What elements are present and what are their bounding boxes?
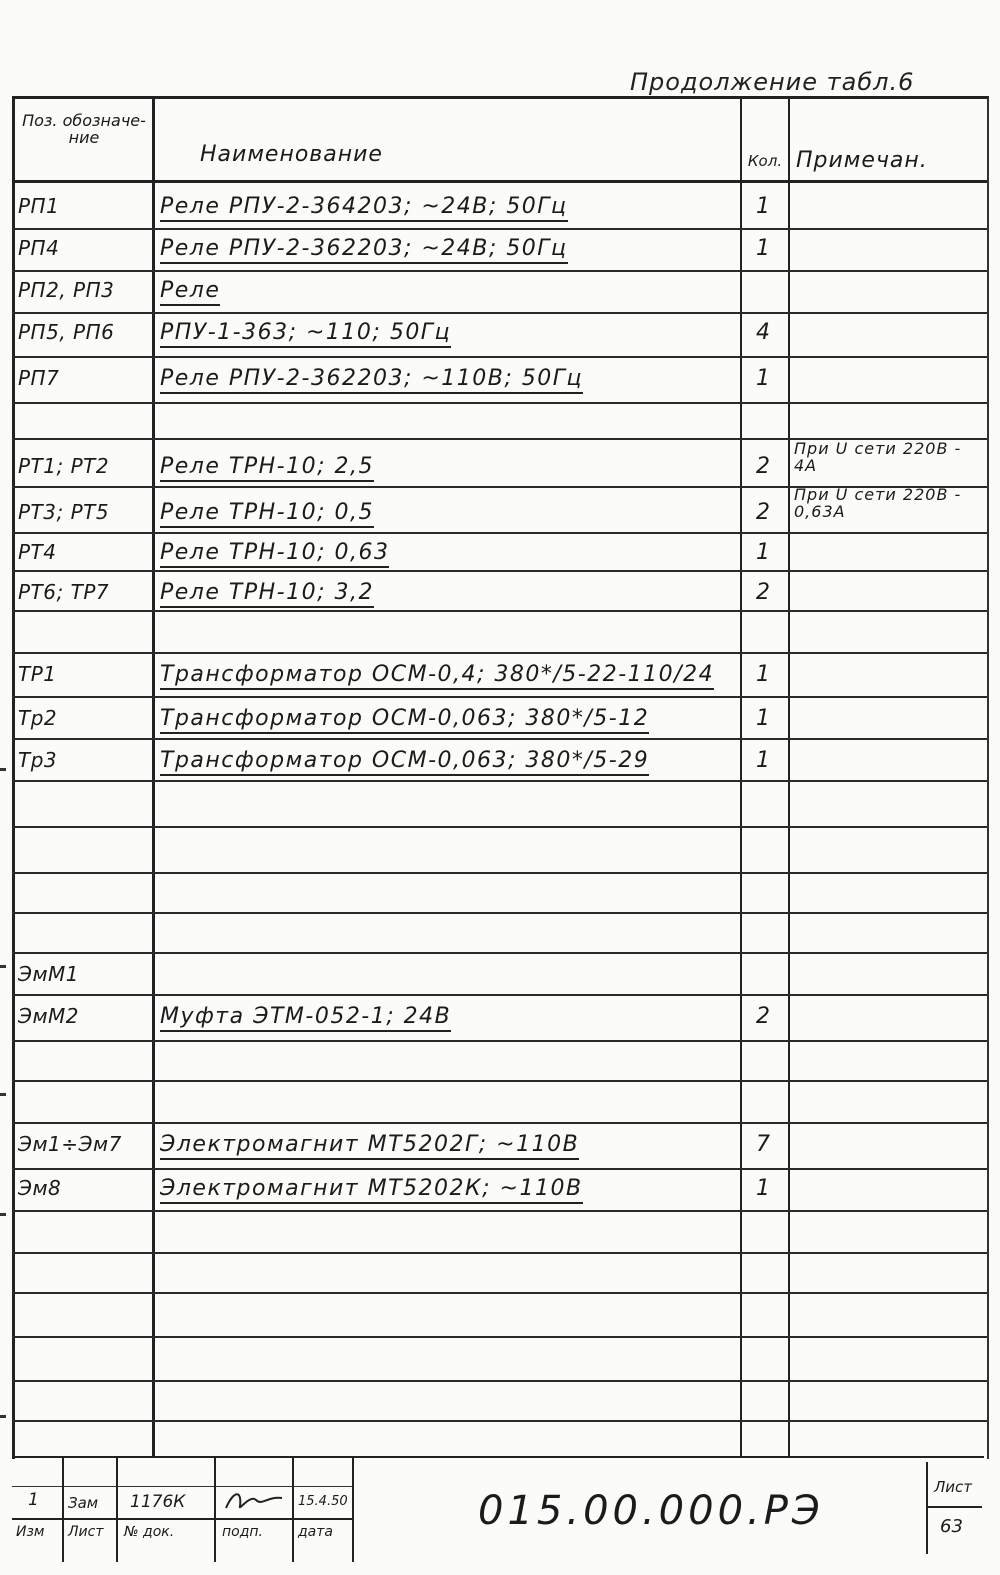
row-divider <box>12 1380 987 1382</box>
cell-position: Тр3 <box>18 748 58 772</box>
cell-position: РП2, РП3 <box>18 278 115 302</box>
cell-name: Электромагнит МТ5202Г; ~110В <box>160 1132 579 1160</box>
header-name: Наименование <box>200 142 383 167</box>
header-position: Поз. обозначе- ние <box>22 111 146 147</box>
row-divider <box>12 1210 987 1212</box>
cell-name: Трансформатор ОСМ-0,4; 380*/5-22-110/24 <box>160 662 714 690</box>
row-divider <box>12 872 987 874</box>
title-block-divider <box>62 1456 64 1562</box>
cell-position: ТР1 <box>18 662 57 686</box>
cell-name: Реле ТРН-10; 0,63 <box>160 540 389 568</box>
title-block-divider <box>214 1456 216 1562</box>
row-divider <box>12 780 987 782</box>
cell-qty: 1 <box>756 236 770 261</box>
cell-qty: 7 <box>756 1132 770 1157</box>
row-divider <box>12 652 987 654</box>
row-divider <box>12 1122 987 1124</box>
signature <box>224 1488 284 1519</box>
binder-mark <box>0 1213 6 1216</box>
cell-name: Трансформатор ОСМ-0,063; 380*/5-29 <box>160 748 649 776</box>
label-sign: подп. <box>222 1524 264 1540</box>
cell-position: Эм1÷Эм7 <box>18 1132 122 1156</box>
row-divider <box>12 312 987 314</box>
cell-qty: 1 <box>756 706 770 731</box>
cell-name: Реле РПУ-2-362203; ~110В; 50Гц <box>160 366 583 394</box>
sheet-number: 63 <box>940 1516 963 1537</box>
row-divider <box>12 532 987 534</box>
cell-name: Реле <box>160 278 220 306</box>
title-block-border <box>12 1456 984 1458</box>
binder-mark <box>0 965 6 968</box>
title-block-divider <box>292 1456 294 1562</box>
cell-qty: 1 <box>756 662 770 687</box>
table-frame <box>12 96 989 1459</box>
cell-qty: 4 <box>756 320 770 345</box>
cell-position: РП4 <box>18 236 60 260</box>
title-block-divider <box>352 1456 354 1562</box>
cell-qty: 1 <box>756 1176 770 1201</box>
document-number: 015.00.000.РЭ <box>478 1488 824 1534</box>
cell-position: РП5, РП6 <box>18 320 115 344</box>
row-divider <box>12 994 987 996</box>
cell-position: РТ4 <box>18 540 57 564</box>
label-date: дата <box>298 1524 333 1540</box>
cell-position: РТ6; ТР7 <box>18 580 110 604</box>
row-divider <box>12 402 987 404</box>
change-date: 15.4.50 <box>298 1494 348 1509</box>
cell-position: РТ3; РТ5 <box>18 500 110 524</box>
row-divider <box>12 270 987 272</box>
table-caption: Продолжение табл.6 <box>630 68 915 96</box>
row-divider <box>12 610 987 612</box>
cell-position: Эм8 <box>18 1176 62 1200</box>
cell-qty: 1 <box>756 366 770 391</box>
sheet-label: Лист <box>934 1478 973 1496</box>
row-divider <box>12 570 987 572</box>
change-kind: Зам <box>68 1494 99 1512</box>
label-izm: Изм <box>16 1524 45 1540</box>
label-list: Лист <box>68 1524 104 1540</box>
header-note: Примечан. <box>796 148 928 173</box>
label-doc: № док. <box>124 1524 175 1540</box>
row-divider <box>12 952 987 954</box>
row-divider <box>12 1292 987 1294</box>
title-block-divider <box>116 1456 118 1562</box>
cell-name: Реле ТРН-10; 2,5 <box>160 454 374 482</box>
cell-name: Реле РПУ-2-362203; ~24В; 50Гц <box>160 236 568 264</box>
cell-note: При U сети 220В - 4А <box>794 439 962 475</box>
cell-qty: 2 <box>756 580 770 605</box>
cell-note: При U сети 220В - 0,63А <box>794 485 962 521</box>
row-divider <box>12 1336 987 1338</box>
row-divider <box>12 1040 987 1042</box>
row-divider <box>12 1252 987 1254</box>
cell-qty: 2 <box>756 1004 770 1029</box>
cell-position: РП7 <box>18 366 60 390</box>
cell-name: Трансформатор ОСМ-0,063; 380*/5-12 <box>160 706 649 734</box>
cell-position: РТ1; РТ2 <box>18 454 110 478</box>
cell-name: Электромагнит МТ5202К; ~110В <box>160 1176 583 1204</box>
cell-name: Реле РПУ-2-364203; ~24В; 50Гц <box>160 194 568 222</box>
row-divider <box>12 912 987 914</box>
cell-qty: 1 <box>756 194 770 219</box>
binder-mark <box>0 1415 6 1418</box>
cell-name: Реле ТРН-10; 3,2 <box>160 580 374 608</box>
cell-position: ЭмМ1 <box>18 962 80 986</box>
binder-mark <box>0 1093 6 1096</box>
cell-position: Тр2 <box>18 706 58 730</box>
cell-qty: 2 <box>756 500 770 525</box>
cell-position: ЭмМ2 <box>18 1004 80 1028</box>
cell-name: Реле ТРН-10; 0,5 <box>160 500 374 528</box>
row-divider <box>12 228 987 230</box>
cell-name: Муфта ЭТМ-052-1; 24В <box>160 1004 451 1032</box>
cell-name: РПУ-1-363; ~110; 50Гц <box>160 320 451 348</box>
row-divider <box>12 356 987 358</box>
row-divider <box>12 826 987 828</box>
cell-qty: 1 <box>756 540 770 565</box>
sheet-box <box>926 1462 984 1554</box>
row-divider <box>12 696 987 698</box>
row-divider <box>12 1420 987 1422</box>
sheet-divider <box>926 1506 982 1508</box>
cell-qty: 2 <box>756 454 770 479</box>
cell-qty: 1 <box>756 748 770 773</box>
signature-scribble <box>224 1488 284 1514</box>
binder-mark <box>0 768 6 771</box>
change-doc-number: 1176К <box>130 1492 186 1512</box>
row-divider <box>12 1168 987 1170</box>
header-qty: Кол. <box>747 152 783 170</box>
row-divider <box>12 738 987 740</box>
row-divider <box>12 1080 987 1082</box>
header-divider <box>12 180 987 183</box>
cell-position: РП1 <box>18 194 60 218</box>
change-number: 1 <box>28 1490 39 1510</box>
